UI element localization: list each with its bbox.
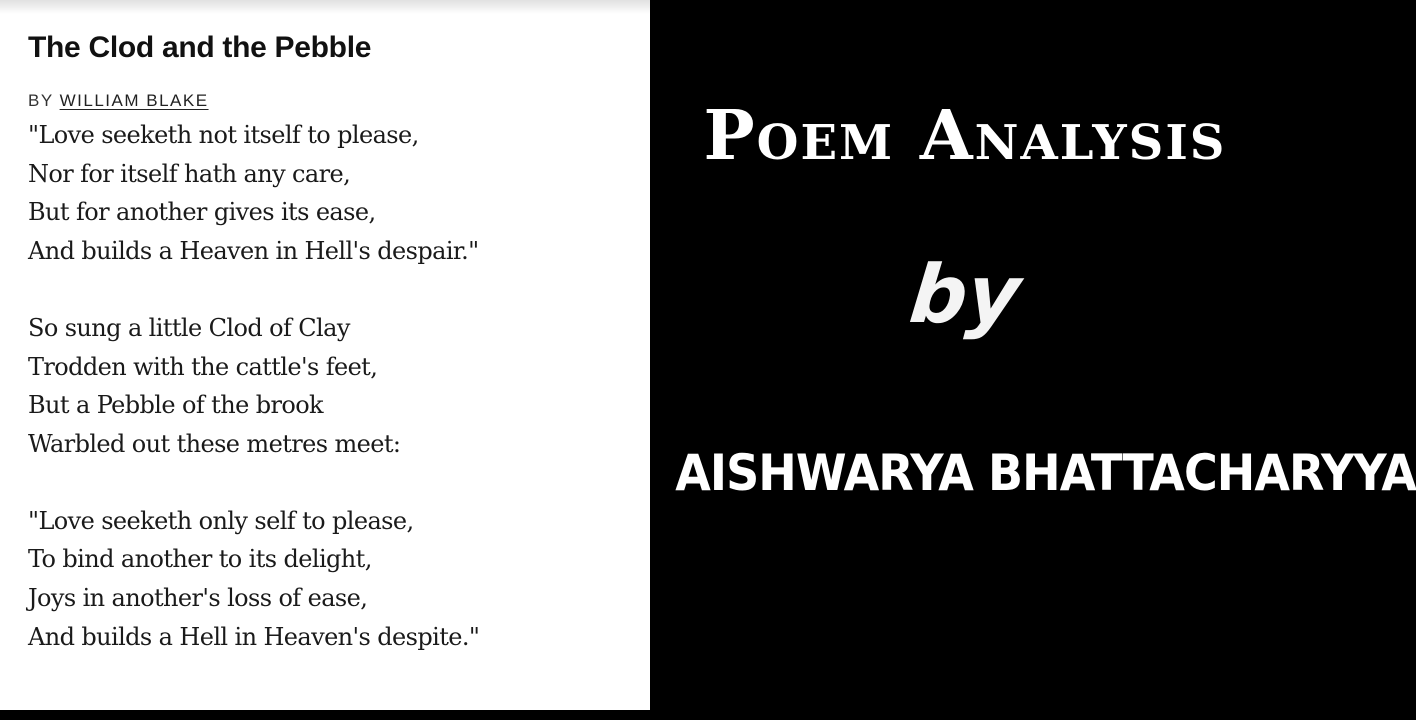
byline xyxy=(28,90,650,112)
poem-line: Nor for itself hath any care, xyxy=(28,159,351,188)
poem-line: But a Pebble of the brook xyxy=(28,391,323,420)
title-card-author-name: AISHWARYA BHATTACHARYYA xyxy=(675,444,1416,502)
title-card-heading: Poem Analysis xyxy=(703,96,1227,176)
author-link[interactable]: WILLIAM BLAKE xyxy=(59,91,209,110)
title-card xyxy=(650,0,1416,720)
stanza-3 xyxy=(28,502,650,657)
poem-title: The Clod and the Pebble xyxy=(28,31,372,64)
poem-panel xyxy=(0,0,650,710)
stanza-2 xyxy=(28,309,650,464)
byline-prefix: BY xyxy=(28,91,54,110)
stanza-1 xyxy=(28,116,650,271)
poem-body xyxy=(28,116,650,656)
title-card-by: by xyxy=(905,248,1025,341)
poem-line: Trodden with the cattle's feet, xyxy=(28,352,378,381)
poem-line: Warbled out these metres meet: xyxy=(28,429,401,458)
poem-line: And builds a Heaven in Hell's despair." xyxy=(28,237,479,266)
poem-line: "Love seeketh only self to please, xyxy=(28,506,414,535)
poem-line: So sung a little Clod of Clay xyxy=(28,313,350,342)
poem-line: "Love seeketh not itself to please, xyxy=(28,121,419,149)
poem-line: But for another gives its ease, xyxy=(28,198,376,227)
poem-line: To bind another to its delight, xyxy=(28,545,372,574)
poem-line: And builds a Hell in Heaven's despite." xyxy=(28,622,480,651)
poem-line: Joys in another's loss of ease, xyxy=(28,584,368,613)
